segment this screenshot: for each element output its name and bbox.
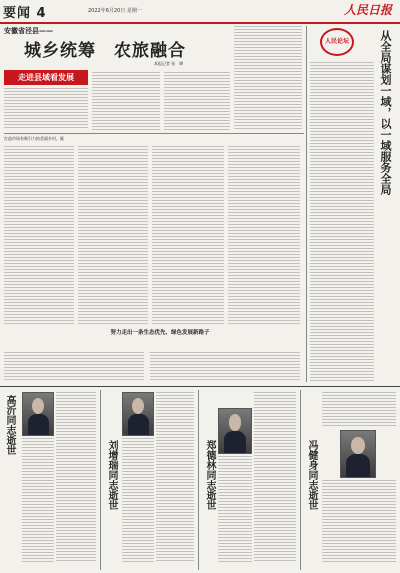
lead-headline: 城乡统筹 农旅融合	[24, 41, 186, 61]
forum-logo	[320, 28, 354, 58]
lead-intro-text	[4, 88, 88, 130]
lead-kicker: 安徽省泾县——	[4, 26, 53, 35]
sidebar-headline: 从全局谋划一域，以一域服务全局	[379, 30, 392, 195]
obituary-portrait-2	[122, 392, 154, 436]
obituary-text-1	[56, 392, 96, 562]
lead-column-3	[164, 72, 230, 130]
obituary-title-4: 冯健身同志逝世	[306, 440, 317, 510]
issue-date: 2022年6月20日 星期一	[88, 8, 142, 14]
middle-headline: 努力走出一条生态优先、绿色发展新路子	[110, 330, 210, 336]
middle-column-4	[228, 146, 300, 324]
obituary-text-4a	[322, 392, 396, 426]
obituary-portrait-4	[340, 430, 376, 478]
obituary-text-2b	[122, 438, 154, 562]
obituary-text-3b	[218, 456, 252, 562]
masthead-logo: 人民日报	[343, 3, 392, 17]
middle-kicker: 打造市场有吸引力的美丽乡村，既	[4, 136, 64, 141]
divider-sidebar	[306, 26, 307, 382]
forum-logo-text: 人民论坛	[320, 28, 354, 56]
middle-column-2	[78, 146, 148, 324]
lead-column-2	[92, 72, 160, 130]
divider-obituaries	[0, 386, 400, 387]
page-header	[0, 0, 400, 24]
obituary-text-1b	[22, 438, 54, 562]
middle-tail-right	[150, 352, 300, 382]
middle-column-1	[4, 146, 74, 324]
obituary-title-2: 刘增瑞同志逝世	[106, 440, 117, 510]
obituary-text-4b	[322, 480, 396, 562]
obituary-title-1: 高沂同志逝世	[4, 395, 15, 455]
divider-obit-3	[300, 390, 301, 570]
middle-tail-left	[4, 352, 144, 382]
section-name: 要闻	[3, 6, 32, 21]
middle-column-3	[152, 146, 224, 324]
sidebar-text	[310, 62, 374, 382]
section-label	[3, 2, 47, 21]
lead-column-4	[234, 26, 302, 130]
page-number: 4	[36, 6, 47, 21]
divider-obit-2	[198, 390, 199, 570]
lead-byline: 本报记者 张 晔	[154, 61, 184, 66]
obituary-title-3: 郑德林同志逝世	[204, 440, 215, 510]
column-banner: 走进县域看发展	[4, 70, 88, 85]
divider-obit-1	[100, 390, 101, 570]
divider-lead	[4, 133, 304, 134]
obituary-text-3	[254, 392, 296, 562]
obituary-text-2	[156, 392, 194, 562]
obituary-portrait-1	[22, 392, 54, 436]
obituary-portrait-3	[218, 408, 252, 454]
